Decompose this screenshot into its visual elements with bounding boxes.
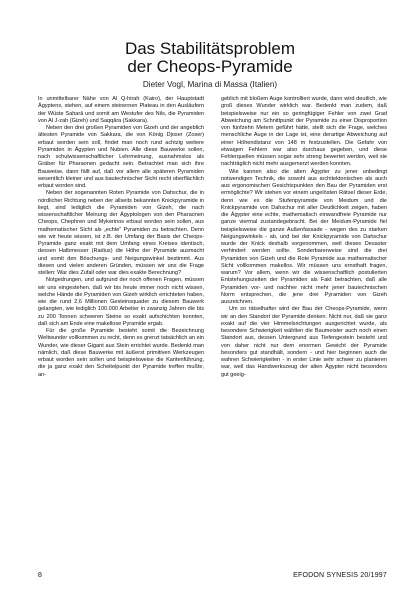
paragraph: Neben den drei großen Pyramiden von Gizeh und der angeblich ältesten Pyramide von Sakkara, die von König Djoser (Zoser) erbaut worden sein soll, findet man noch rund achtzig weitere Pyramiden in Ägypten und Nubien. Alle diese Bauwerke sollen, nach schulwissenschaftlicher Lehrmeinung, ausnahmslos als Gräber für Pharaonen gedacht sein. Betrachtet man sich ihre Bauweise, dann fällt auf, daß vor allem alle späteren Pyramiden wesentlich kleiner und aus bautechnischer Sicht recht oberflächlich erbaut worden sind. xyxy=(38,125,204,189)
paragraph: Neben der sogenannten Roten Pyramide von Dahschur, die in nördlicher Richtung neben der allseits bekannten Knickpyramide in liegt, sind lediglich die Pyramiden von Gizeh, die nach wissenschaftlicher Meinung der Ägyptologen von den Pharaonen Cheops, Chephren und Mykerinos erbaut worden sein sollen, aus mathematischer Sicht als „echte“ Pyramiden zu betrachten. Denn wie wir heute wissen, ist z.B. der Umfang der Basis der Cheops-Pyramide ganz exakt mit dem Umfang eines Kreises identisch, dessen Halbmesser (Radius) die Höhe der Pyramide ausmacht und somit den Böschungs- und Neigungswinkel bestimmt. Aus diesen und vielen anderen Gründen, müssen wir uns die Frage stellen: War dies Zufall oder war dies exakte Berechnung? xyxy=(38,190,204,276)
article-title xyxy=(0,40,420,76)
paragraph: geblich mit bloßem Auge kontrolliert wurde, dann wird deutlich, wie groß dieses Wunder wirklich war. Bedenkt man zudem, daß beispielsweise nur ein so geringfügiger Fehler von zwei Grad Abweichung am Schnittpunkt der Pyramide zu einer Disproportion von fünfzehn Metern geführt hätte, stellt sich die Frage, welches menschliche Auge in der Lage ist, eine derartige Abweichung auf einer Höhendistanz von 148 m festzustellen. Die Gefahr von etwaigen Fehlern war also durchaus gegeben, und diese Fehlerquellen müssen sogar sehr streng bewertet werden, weil sie nachträglich nicht mehr ausgemerzt werden konnten. xyxy=(221,96,387,168)
left-column xyxy=(38,96,204,379)
paragraph: Notgedrungen, und aufgrund der noch offenen Fragen, müssen wir uns eingestehen, daß wir bis heute immer noch nicht wissen, welche Hände die Pyramiden von Gizeh wirklich errichteten haben, wie die rund 2,6 Millionen Gesteinsquader zu diesem Bauwerk gelangten, wie lediglich 100.000 Arbeiter in zwanzig Jahren die bis zu 200 Tonnen schweren Steine so exakt aufschichten konnten, daß sich am Ende eine makellose Pyramide ergab. xyxy=(38,277,204,327)
paragraph: In unmittelbarer Nähe von Al Q-hirah (Kairo), der Hauptstadt Ägyptens, stehen, auf einem steinernen Plateau in den Ausläufern der Wüste Saharâ und somit am Westufer des Nils, die Pyramiden von Al J-zah (Gizeh) und Saqqâra (Sakkara). xyxy=(38,96,204,124)
article-authors: Dieter Vogl, Marina di Massa (Italien) xyxy=(142,80,278,89)
paragraph: Um so rätselhafter wird der Bau der Cheops-Pyramide, wenn wir an den Standort der Pyramide denken. Nicht nur, daß sie ganz exakt auf die vier Himmelsrichtungen ausgerichtet wurde, als besondere Schwierigkeit wählten die Baumeister auch noch einen Standort aus, dessen Untergrund aus Tiefengestein besteht und von daher nicht nur dem enormen Gewicht der Pyramide besonders gut standhält, sondern - und hier beginnen auch die wahren Schwierigkeiten - in erster Linie sehr schwer zu planieren war, weil das Handwerkszeug der alten Ägypter nicht besonders gut geeig- xyxy=(221,306,387,378)
journal-name: EFODON SYNESIS 20/1997 xyxy=(293,572,387,579)
paragraph: Für die große Pyramide besteht somit die Bezeichnung Weltwunder vollkommen zu recht, denn es grenzt tatsächlich an ein Wunder, wie dieser Gigant aus Stein errichtet wurde. Bedenkt man nämlich, daß diese Bauwerke mit äußerst primitiven Werkzeugen erbaut worden sein sollen und beispielsweise die Kantenführung, die ja ganz exakt den Scheitelpunkt der Pyramide treffen mußte, an- xyxy=(38,328,204,378)
paragraph: Wie kannen also die alten Ägypter zu jener unbedingt notwendigen Technik, die sowohl aus architektonischen als auch aus ergonomischen Gesichtspunkten den Bau der Pyramiden erst ermöglichte? Wir stehen vor einem ungelösten Rätsel dieser Erde, denn wie es die Stufenpyramide von Meidum und die Knickpyramide von Dahschur mit aller Deutlichkeit zeigen, haben die Ägypter eine echte, mathematisch einwandfreie Pyramide nur ganze viermal zustandegebracht. Bei der Meidum-Pyramide fiel beispielsweise die ganze Außenfassade - wegen des zu starken Neigungswinkels - ab, und bei der Knickpyramide von Dahschur wurde der Knick deshalb vorgenommen, weil dieses Desaster verhindert werden sollte. Sonderbarerweise sind die drei Pyramiden von Gizeh und die Rote Pyramide aus mathematischer Sicht vollkommen makellos. Wir müssen uns ernsthaft fragen, warum? Vor allem, wenn wir die wissenschaftlich postulierten Entstehungszeiten der Pyramiden als Fakt betrachten, daß alle Pyramiden vor- und nachher nicht mehr jener bautechnischen Norm entsprechen, die jene drei Pyramiden von Gizeh auszeichnen. xyxy=(221,168,387,305)
title-line-1: Das Stabilitätsproblem xyxy=(124,39,296,58)
title-line-2: der Cheops-Pyramide xyxy=(127,57,293,76)
page-number: 8 xyxy=(38,572,42,579)
right-column xyxy=(221,96,387,379)
